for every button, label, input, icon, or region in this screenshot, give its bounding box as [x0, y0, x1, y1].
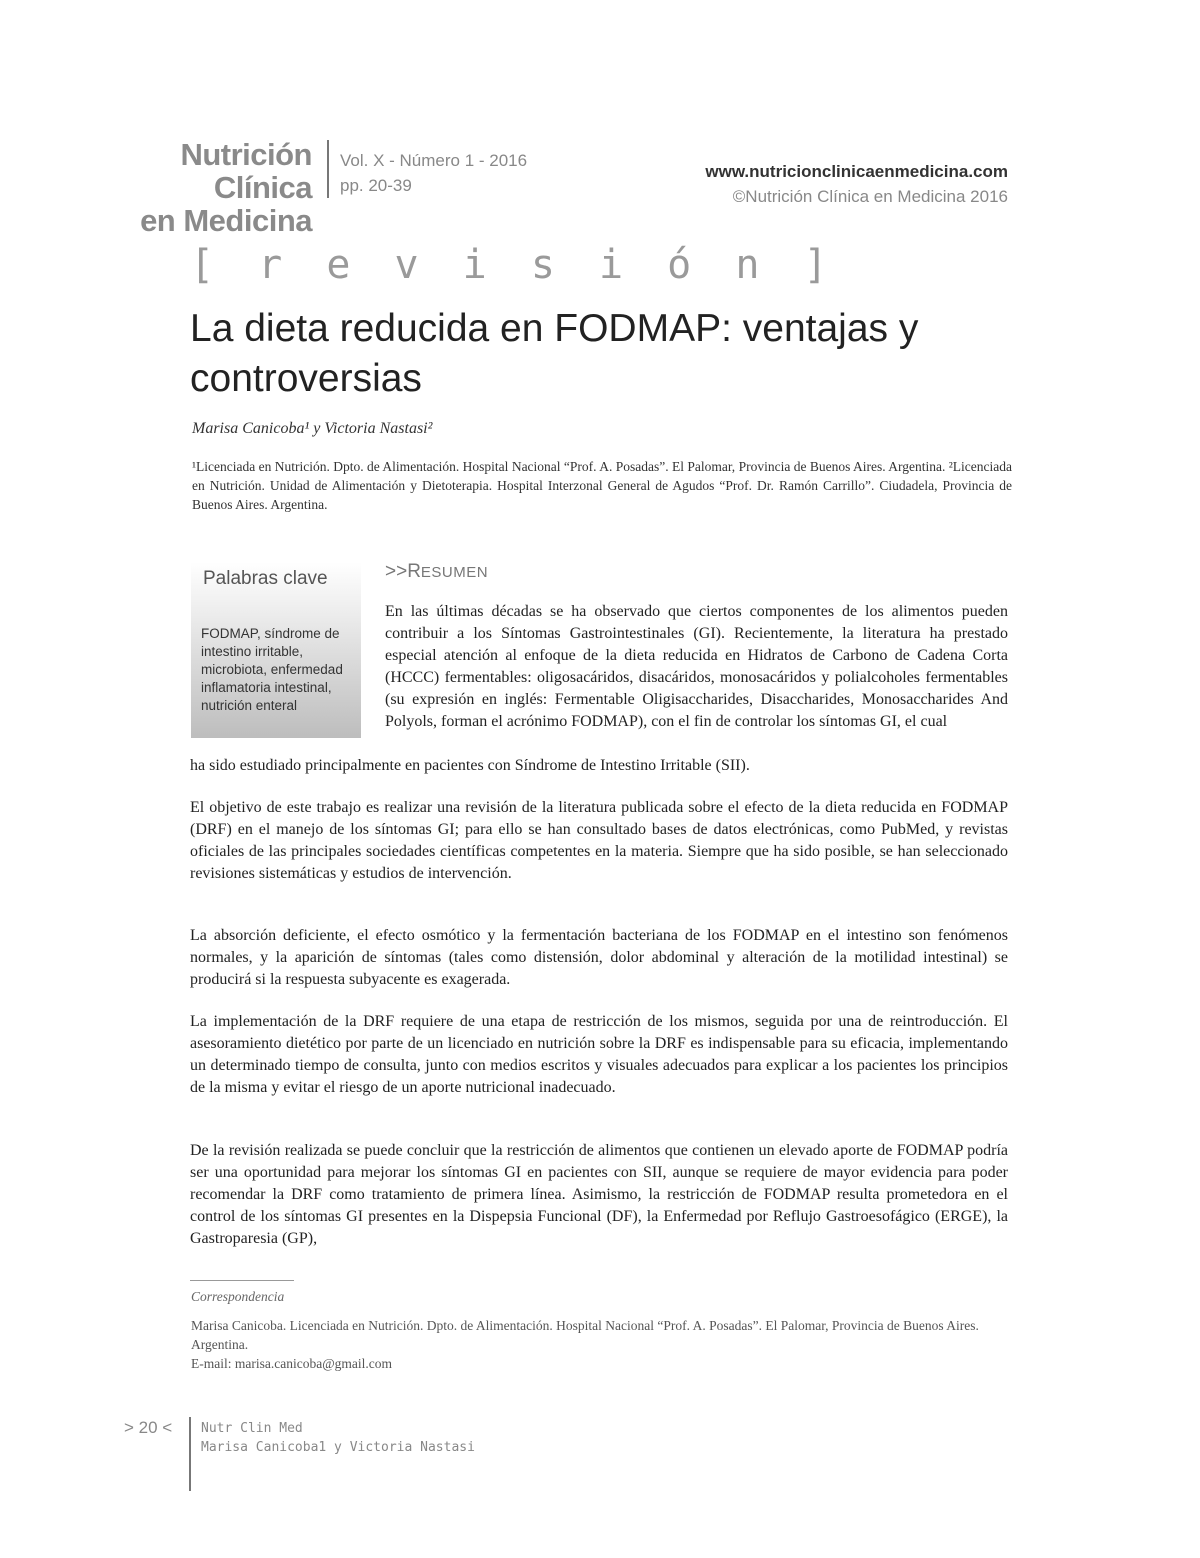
volume-info: [340, 148, 527, 198]
site-info: [705, 159, 1008, 209]
abstract-heading-rest: ESUMEN: [420, 564, 489, 581]
abstract-paragraph-3: La absorción deficiente, el efecto osmótico y la fermentación bacteriana de los FODMAP en el intestino son fenómenos normales, y la aparición de síntomas (tales como distensión, dolor abdominal y alteración de la motilidad intestinal) se producirá si la respuesta subyacente es exagerada.: [190, 927, 1008, 988]
keywords-list: FODMAP, síndrome de intestino irritable, microbiota, enfermedad inflamatoria intestinal, nutrición enteral: [201, 626, 343, 713]
abstract-heading-prefix: >>R: [385, 561, 421, 582]
correspondence-label: Correspondencia: [191, 1289, 285, 1304]
header-divider: [327, 140, 329, 198]
journal-logo: [88, 138, 312, 237]
abstract-heading: [385, 561, 488, 583]
volume-number: Vol. X - Número 1 - 2016: [340, 151, 528, 170]
keywords-box: [191, 562, 361, 738]
page-range: pp. 20-39: [340, 176, 412, 195]
author-affiliations: ¹Licenciada en Nutrición. Dpto. de Alimentación. Hospital Nacional “Prof. A. Posadas”. El Palomar, Provincia de Buenos Aires. Argentina. ²Licenciada en Nutrición. Unidad de Alimentación y Dietoterapia. Hospital Interzonal General de Agudos “Prof. Dr. Ramón Carrillo”. Ciudadela, Provincia de Buenos Aires. Argentina.: [192, 459, 1012, 512]
keywords-title: Palabras clave: [203, 568, 328, 589]
correspondence-email[interactable]: E-mail: marisa.canicoba@gmail.com: [191, 1356, 392, 1371]
footer-journal: Nutr Clin Med: [201, 1421, 303, 1436]
abstract-paragraph-4: La implementación de la DRF requiere de una etapa de restricción de los mismos, seguida por una de reintroducción. El asesoramiento dietético por parte de un licenciado en nutrición sobre la DRF es indispensable para su eficacia, implementando un determinado tiempo de consulta, junto con medios escritos y visuales adecuados para explicar a los pacientes los principios de la misma y evitar el riesgo de un aporte nutricional inadecuado.: [190, 1013, 1008, 1096]
abstract-paragraph-2: El objetivo de este trabajo es realizar una revisión de la literatura publicada sobre el efecto de la dieta reducida en FODMAP (DRF) en el manejo de los síntomas GI; para ello se han consultado bases de datos electrónicas, como PubMed, y revistas oficiales de las principales sociedades científicas competentes en la materia. Siempre que ha sido posible, se han seleccionado revisiones sistemáticas y estudios de intervención.: [190, 799, 1008, 882]
journal-name-line1: Nutrición Clínica: [180, 137, 312, 205]
footer-divider: [189, 1417, 191, 1491]
abstract-paragraph-1b: ha sido estudiado principalmente en pacientes con Síndrome de Intestino Irritable (SII).: [190, 757, 750, 774]
copyright-notice: ©Nutrición Clínica en Medicina 2016: [732, 187, 1008, 206]
footer-authors: Marisa Canicoba1 y Victoria Nastasi: [201, 1440, 475, 1455]
article-title: La dieta reducida en FODMAP: ventajas y controversias: [190, 307, 919, 400]
abstract-paragraph-1a: En las últimas décadas se ha observado que ciertos componentes de los alimentos pueden contribuir a los Síntomas Gastrointestinales (GI). Recientemente, la literatura ha prestado especial atención al enfoque de la dieta reducida en Hidratos de Carbono de Cadena Corta (HCCC) fermentables: oligosacáridos, disacáridos, monosacáridos y polialcoholes fermentables (su expresión en inglés: Fermentable Oligisaccharides, Disaccharides, Monosaccharides And Polyols, forman el acrónimo FODMAP), con el fin de controlar los síntomas GI, el cual: [385, 603, 1008, 730]
abstract-paragraph-5: De la revisión realizada se puede concluir que la restricción de alimentos que contienen un elevado aporte de FODMAP podría ser una oportunidad para mejorar los síntomas GI en pacientes con SII, aunque se requiere de mayor evidencia para poder recomendar la DRF como tratamiento de primera línea. Asimismo, la restricción de FODMAP resulta prometedora en el control de los síntomas GI presentes en la Dispepsia Funcional (DF), la Enfermedad por Reflujo Gastroesofágico (ERGE), la Gastroparesia (GP),: [190, 1142, 1008, 1247]
page-number: > 20 <: [124, 1418, 173, 1437]
correspondence-address: Marisa Canicoba. Licenciada en Nutrición. Dpto. de Alimentación. Hospital Nacional “Prof. A. Posadas”. El Palomar, Provincia de Buenos Aires. Argentina.: [191, 1318, 979, 1352]
website-link[interactable]: www.nutricionclinicaenmedicina.com: [705, 162, 1008, 181]
article-authors: Marisa Canicoba¹ y Victoria Nastasi²: [192, 420, 433, 437]
journal-name-line2: en Medicina: [140, 203, 312, 238]
running-footer: [201, 1419, 475, 1457]
correspondence-block: [191, 1316, 1011, 1373]
correspondence-divider: [190, 1280, 294, 1281]
section-label: [ r e v i s i ó n ]: [190, 242, 838, 288]
